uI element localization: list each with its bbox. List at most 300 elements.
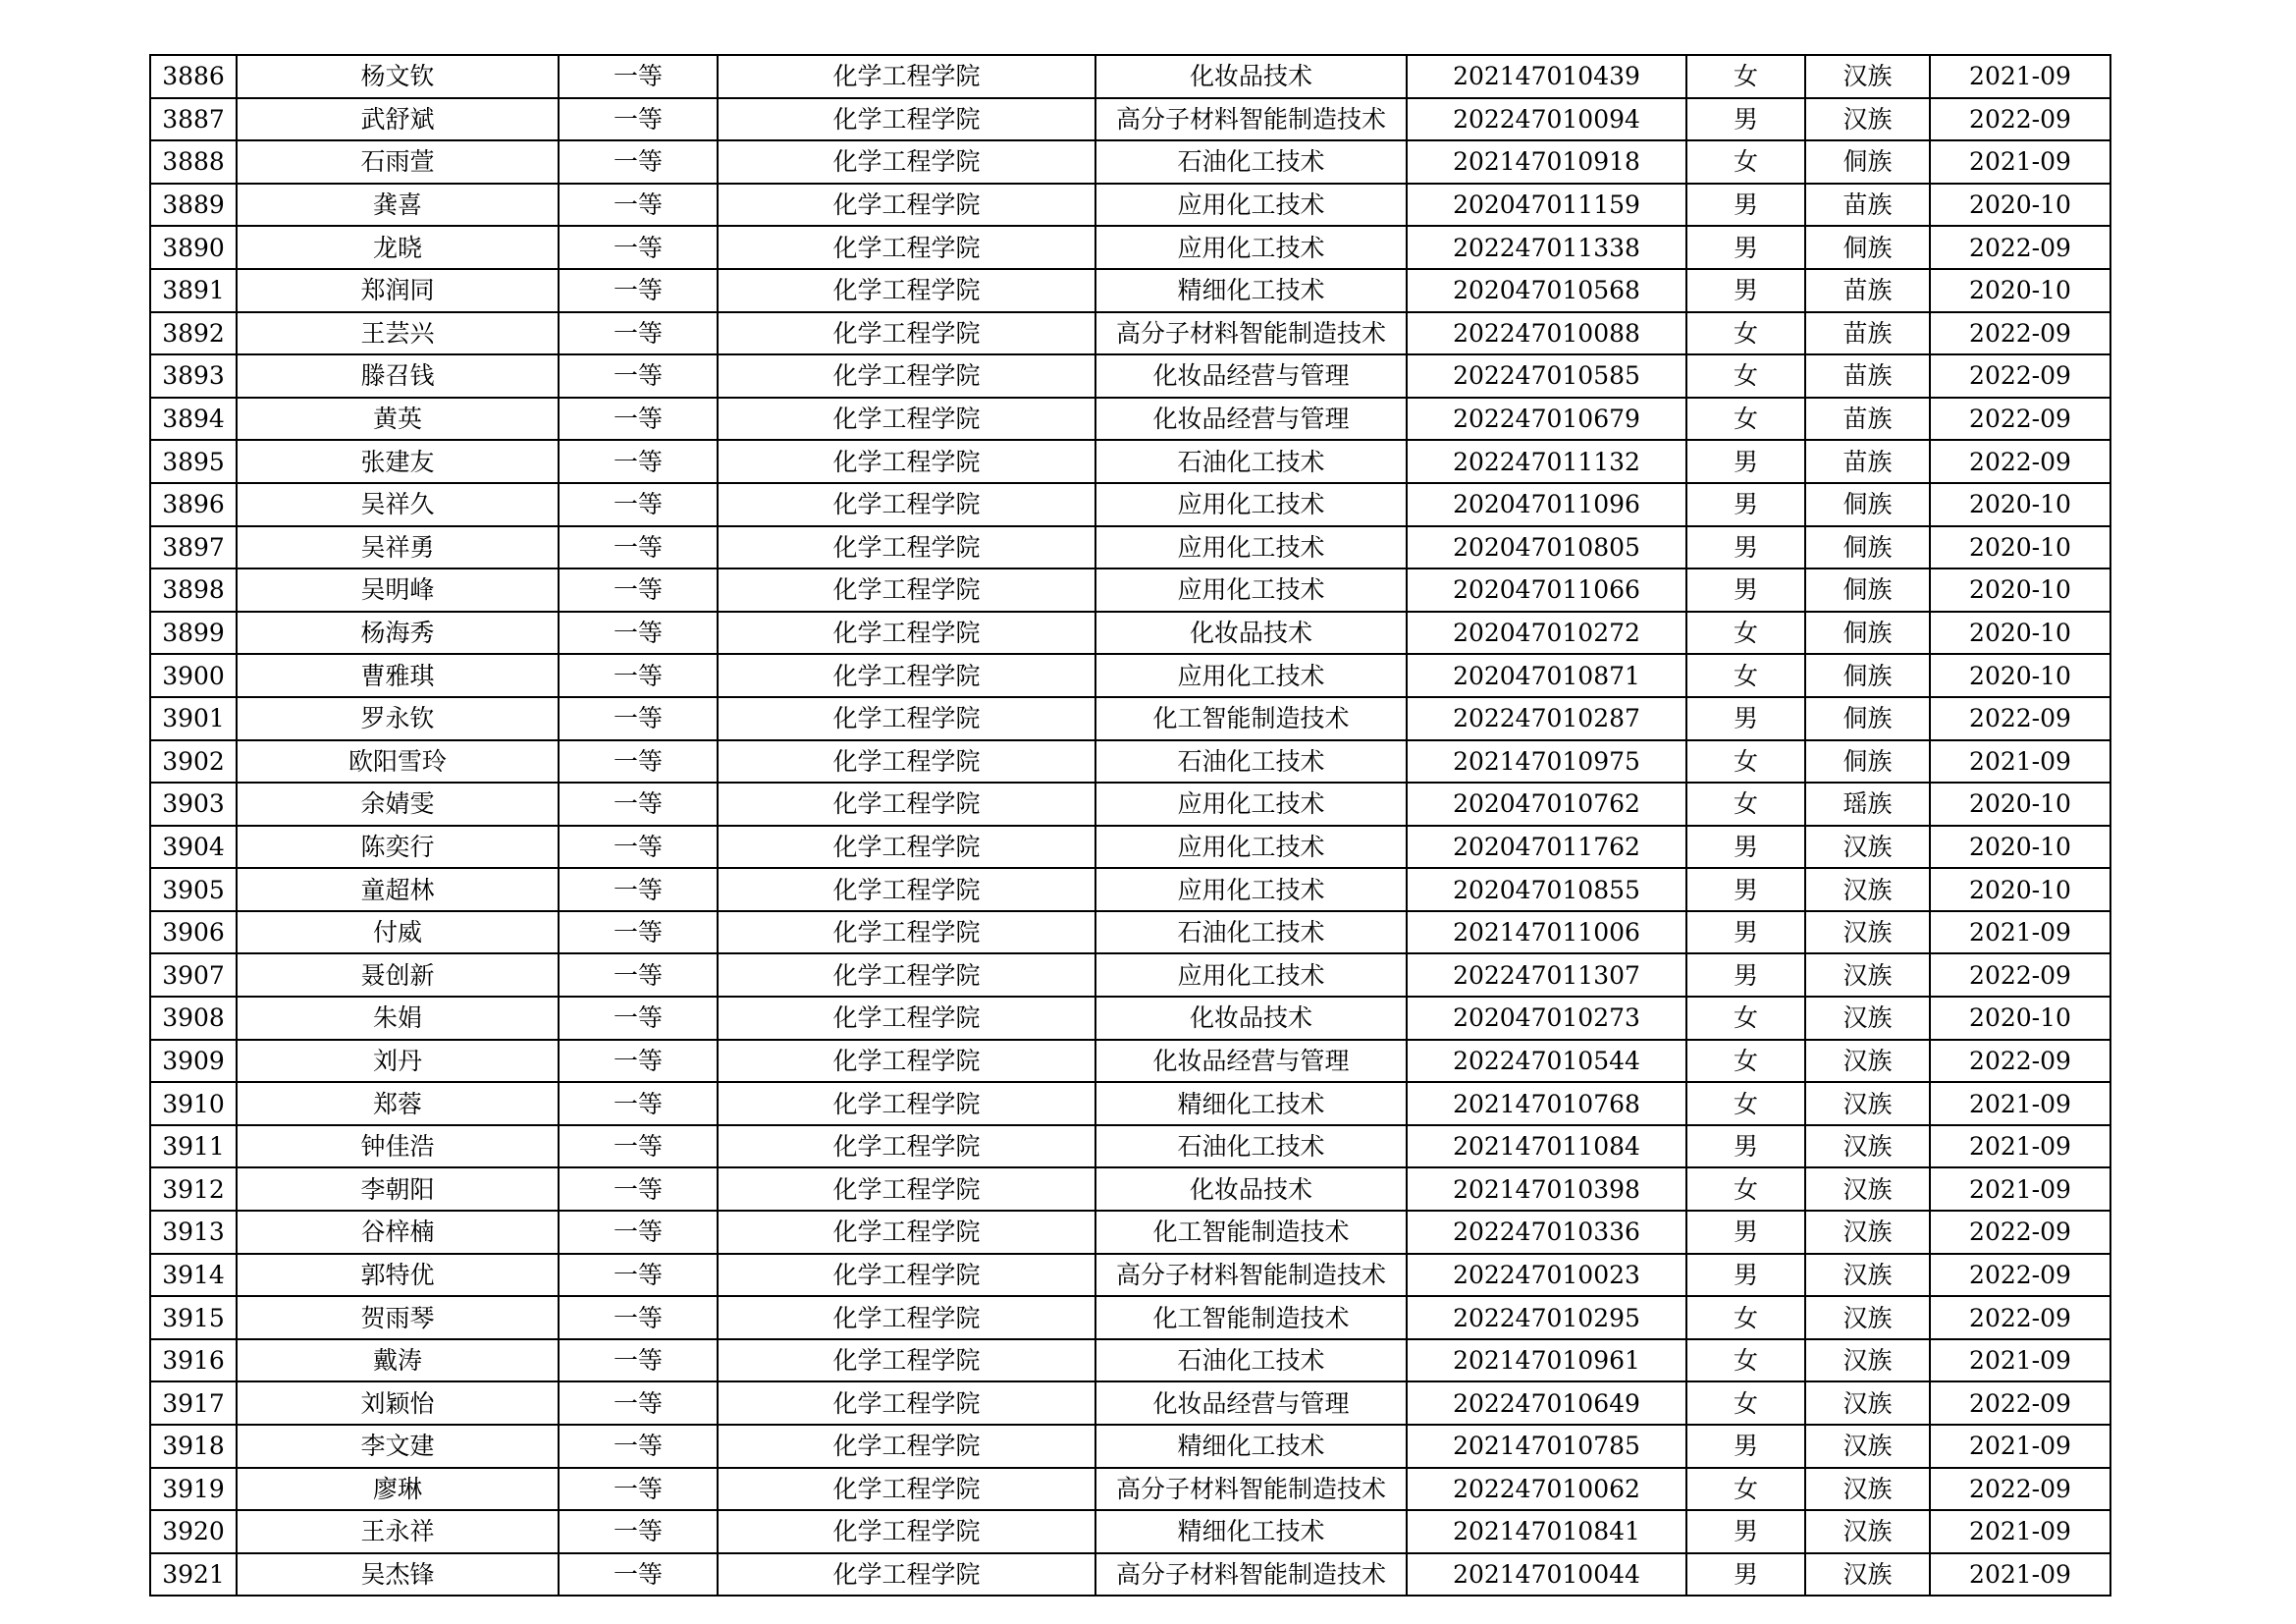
ethnicity-cell: 侗族 bbox=[1805, 568, 1930, 612]
major-cell: 高分子材料智能制造技术 bbox=[1095, 1468, 1407, 1511]
award-list-table bbox=[149, 54, 2111, 1597]
college-cell: 化学工程学院 bbox=[718, 612, 1095, 655]
enrollment-date-cell: 2020-10 bbox=[1930, 997, 2110, 1040]
table-row bbox=[150, 826, 2110, 869]
serial-number-cell: 3894 bbox=[150, 398, 237, 441]
table-row bbox=[150, 140, 2110, 184]
serial-number-cell: 3888 bbox=[150, 140, 237, 184]
enrollment-date-cell: 2022-09 bbox=[1930, 312, 2110, 355]
table-row bbox=[150, 1510, 2110, 1553]
student-name-cell: 武舒斌 bbox=[237, 98, 559, 141]
ethnicity-cell: 汉族 bbox=[1805, 826, 1930, 869]
student-name-cell: 戴涛 bbox=[237, 1339, 559, 1382]
major-cell: 化工智能制造技术 bbox=[1095, 697, 1407, 740]
gender-cell: 女 bbox=[1686, 1296, 1805, 1339]
student-id-cell: 202247010088 bbox=[1407, 312, 1686, 355]
enrollment-date-cell: 2021-09 bbox=[1930, 740, 2110, 784]
gender-cell: 男 bbox=[1686, 568, 1805, 612]
gender-cell: 女 bbox=[1686, 1381, 1805, 1425]
ethnicity-cell: 汉族 bbox=[1805, 1296, 1930, 1339]
major-cell: 精细化工技术 bbox=[1095, 1510, 1407, 1553]
major-cell: 应用化工技术 bbox=[1095, 568, 1407, 612]
college-cell: 化学工程学院 bbox=[718, 1468, 1095, 1511]
enrollment-date-cell: 2020-10 bbox=[1930, 612, 2110, 655]
enrollment-date-cell: 2022-09 bbox=[1930, 440, 2110, 483]
serial-number-cell: 3918 bbox=[150, 1425, 237, 1468]
college-cell: 化学工程学院 bbox=[718, 911, 1095, 954]
ethnicity-cell: 侗族 bbox=[1805, 697, 1930, 740]
major-cell: 石油化工技术 bbox=[1095, 1339, 1407, 1382]
ethnicity-cell: 侗族 bbox=[1805, 526, 1930, 569]
student-name-cell: 朱娟 bbox=[237, 997, 559, 1040]
serial-number-cell: 3898 bbox=[150, 568, 237, 612]
major-cell: 精细化工技术 bbox=[1095, 1082, 1407, 1125]
student-name-cell: 李文建 bbox=[237, 1425, 559, 1468]
student-name-cell: 王芸兴 bbox=[237, 312, 559, 355]
student-id-cell: 202247010062 bbox=[1407, 1468, 1686, 1511]
table-row bbox=[150, 526, 2110, 569]
serial-number-cell: 3920 bbox=[150, 1510, 237, 1553]
serial-number-cell: 3910 bbox=[150, 1082, 237, 1125]
college-cell: 化学工程学院 bbox=[718, 697, 1095, 740]
enrollment-date-cell: 2022-09 bbox=[1930, 697, 2110, 740]
serial-number-cell: 3906 bbox=[150, 911, 237, 954]
gender-cell: 女 bbox=[1686, 1468, 1805, 1511]
major-cell: 应用化工技术 bbox=[1095, 526, 1407, 569]
college-cell: 化学工程学院 bbox=[718, 997, 1095, 1040]
ethnicity-cell: 苗族 bbox=[1805, 440, 1930, 483]
ethnicity-cell: 汉族 bbox=[1805, 911, 1930, 954]
major-cell: 应用化工技术 bbox=[1095, 184, 1407, 227]
ethnicity-cell: 苗族 bbox=[1805, 312, 1930, 355]
table-row bbox=[150, 1211, 2110, 1254]
enrollment-date-cell: 2022-09 bbox=[1930, 953, 2110, 997]
student-id-cell: 202047010762 bbox=[1407, 783, 1686, 826]
table-row bbox=[150, 226, 2110, 269]
serial-number-cell: 3904 bbox=[150, 826, 237, 869]
enrollment-date-cell: 2022-09 bbox=[1930, 98, 2110, 141]
college-cell: 化学工程学院 bbox=[718, 184, 1095, 227]
award-grade-cell: 一等 bbox=[559, 1254, 718, 1297]
table-row bbox=[150, 1254, 2110, 1297]
student-id-cell: 202047011066 bbox=[1407, 568, 1686, 612]
college-cell: 化学工程学院 bbox=[718, 868, 1095, 911]
ethnicity-cell: 汉族 bbox=[1805, 98, 1930, 141]
major-cell: 化工智能制造技术 bbox=[1095, 1211, 1407, 1254]
major-cell: 化妆品经营与管理 bbox=[1095, 1381, 1407, 1425]
serial-number-cell: 3916 bbox=[150, 1339, 237, 1382]
major-cell: 化工智能制造技术 bbox=[1095, 1296, 1407, 1339]
award-grade-cell: 一等 bbox=[559, 98, 718, 141]
gender-cell: 男 bbox=[1686, 1553, 1805, 1597]
major-cell: 应用化工技术 bbox=[1095, 953, 1407, 997]
college-cell: 化学工程学院 bbox=[718, 440, 1095, 483]
college-cell: 化学工程学院 bbox=[718, 1254, 1095, 1297]
table-row bbox=[150, 1339, 2110, 1382]
student-id-cell: 202047011096 bbox=[1407, 483, 1686, 526]
table-row bbox=[150, 269, 2110, 312]
enrollment-date-cell: 2021-09 bbox=[1930, 1082, 2110, 1125]
ethnicity-cell: 汉族 bbox=[1805, 55, 1930, 98]
gender-cell: 男 bbox=[1686, 1425, 1805, 1468]
student-name-cell: 陈奕行 bbox=[237, 826, 559, 869]
major-cell: 石油化工技术 bbox=[1095, 440, 1407, 483]
serial-number-cell: 3890 bbox=[150, 226, 237, 269]
college-cell: 化学工程学院 bbox=[718, 483, 1095, 526]
table-row bbox=[150, 55, 2110, 98]
college-cell: 化学工程学院 bbox=[718, 1167, 1095, 1211]
student-id-cell: 202247010023 bbox=[1407, 1254, 1686, 1297]
student-id-cell: 202247010336 bbox=[1407, 1211, 1686, 1254]
student-name-cell: 吴杰锋 bbox=[237, 1553, 559, 1597]
award-grade-cell: 一等 bbox=[559, 354, 718, 398]
table-row bbox=[150, 783, 2110, 826]
gender-cell: 女 bbox=[1686, 783, 1805, 826]
student-name-cell: 贺雨琴 bbox=[237, 1296, 559, 1339]
student-name-cell: 钟佳浩 bbox=[237, 1125, 559, 1168]
ethnicity-cell: 汉族 bbox=[1805, 1425, 1930, 1468]
student-name-cell: 余婧雯 bbox=[237, 783, 559, 826]
gender-cell: 男 bbox=[1686, 697, 1805, 740]
award-grade-cell: 一等 bbox=[559, 398, 718, 441]
student-id-cell: 202147011006 bbox=[1407, 911, 1686, 954]
award-grade-cell: 一等 bbox=[559, 568, 718, 612]
enrollment-date-cell: 2021-09 bbox=[1930, 55, 2110, 98]
gender-cell: 女 bbox=[1686, 398, 1805, 441]
enrollment-date-cell: 2022-09 bbox=[1930, 1468, 2110, 1511]
award-grade-cell: 一等 bbox=[559, 1468, 718, 1511]
serial-number-cell: 3915 bbox=[150, 1296, 237, 1339]
serial-number-cell: 3887 bbox=[150, 98, 237, 141]
student-id-cell: 202247011132 bbox=[1407, 440, 1686, 483]
enrollment-date-cell: 2020-10 bbox=[1930, 184, 2110, 227]
major-cell: 化妆品技术 bbox=[1095, 997, 1407, 1040]
table-row bbox=[150, 1167, 2110, 1211]
student-id-cell: 202247011338 bbox=[1407, 226, 1686, 269]
student-id-cell: 202147010918 bbox=[1407, 140, 1686, 184]
table-row bbox=[150, 440, 2110, 483]
gender-cell: 女 bbox=[1686, 1040, 1805, 1083]
enrollment-date-cell: 2022-09 bbox=[1930, 1381, 2110, 1425]
serial-number-cell: 3891 bbox=[150, 269, 237, 312]
student-id-cell: 202247010679 bbox=[1407, 398, 1686, 441]
student-id-cell: 202147010785 bbox=[1407, 1425, 1686, 1468]
table-row bbox=[150, 997, 2110, 1040]
table-row bbox=[150, 1425, 2110, 1468]
college-cell: 化学工程学院 bbox=[718, 226, 1095, 269]
ethnicity-cell: 侗族 bbox=[1805, 140, 1930, 184]
gender-cell: 男 bbox=[1686, 1125, 1805, 1168]
student-id-cell: 202247010585 bbox=[1407, 354, 1686, 398]
student-name-cell: 郑蓉 bbox=[237, 1082, 559, 1125]
serial-number-cell: 3899 bbox=[150, 612, 237, 655]
award-grade-cell: 一等 bbox=[559, 1425, 718, 1468]
ethnicity-cell: 苗族 bbox=[1805, 398, 1930, 441]
serial-number-cell: 3911 bbox=[150, 1125, 237, 1168]
enrollment-date-cell: 2020-10 bbox=[1930, 783, 2110, 826]
award-grade-cell: 一等 bbox=[559, 1296, 718, 1339]
enrollment-date-cell: 2020-10 bbox=[1930, 483, 2110, 526]
gender-cell: 男 bbox=[1686, 526, 1805, 569]
serial-number-cell: 3914 bbox=[150, 1254, 237, 1297]
serial-number-cell: 3908 bbox=[150, 997, 237, 1040]
ethnicity-cell: 汉族 bbox=[1805, 1381, 1930, 1425]
gender-cell: 女 bbox=[1686, 612, 1805, 655]
ethnicity-cell: 汉族 bbox=[1805, 1510, 1930, 1553]
student-id-cell: 202047010805 bbox=[1407, 526, 1686, 569]
ethnicity-cell: 侗族 bbox=[1805, 483, 1930, 526]
student-id-cell: 202247010544 bbox=[1407, 1040, 1686, 1083]
gender-cell: 男 bbox=[1686, 483, 1805, 526]
student-id-cell: 202247010094 bbox=[1407, 98, 1686, 141]
serial-number-cell: 3917 bbox=[150, 1381, 237, 1425]
college-cell: 化学工程学院 bbox=[718, 526, 1095, 569]
major-cell: 化妆品技术 bbox=[1095, 612, 1407, 655]
student-id-cell: 202047011159 bbox=[1407, 184, 1686, 227]
serial-number-cell: 3895 bbox=[150, 440, 237, 483]
gender-cell: 男 bbox=[1686, 1211, 1805, 1254]
ethnicity-cell: 侗族 bbox=[1805, 654, 1930, 697]
major-cell: 高分子材料智能制造技术 bbox=[1095, 98, 1407, 141]
table-row bbox=[150, 1125, 2110, 1168]
college-cell: 化学工程学院 bbox=[718, 1082, 1095, 1125]
student-id-cell: 202147010768 bbox=[1407, 1082, 1686, 1125]
college-cell: 化学工程学院 bbox=[718, 1381, 1095, 1425]
college-cell: 化学工程学院 bbox=[718, 1425, 1095, 1468]
college-cell: 化学工程学院 bbox=[718, 1510, 1095, 1553]
serial-number-cell: 3886 bbox=[150, 55, 237, 98]
ethnicity-cell: 汉族 bbox=[1805, 997, 1930, 1040]
enrollment-date-cell: 2022-09 bbox=[1930, 398, 2110, 441]
gender-cell: 女 bbox=[1686, 1082, 1805, 1125]
student-name-cell: 黄英 bbox=[237, 398, 559, 441]
serial-number-cell: 3896 bbox=[150, 483, 237, 526]
table-row bbox=[150, 1553, 2110, 1597]
major-cell: 应用化工技术 bbox=[1095, 226, 1407, 269]
student-name-cell: 曹雅琪 bbox=[237, 654, 559, 697]
serial-number-cell: 3903 bbox=[150, 783, 237, 826]
student-name-cell: 杨海秀 bbox=[237, 612, 559, 655]
enrollment-date-cell: 2021-09 bbox=[1930, 1339, 2110, 1382]
college-cell: 化学工程学院 bbox=[718, 740, 1095, 784]
enrollment-date-cell: 2021-09 bbox=[1930, 1553, 2110, 1597]
serial-number-cell: 3897 bbox=[150, 526, 237, 569]
table-row bbox=[150, 868, 2110, 911]
student-id-cell: 202147010841 bbox=[1407, 1510, 1686, 1553]
major-cell: 石油化工技术 bbox=[1095, 140, 1407, 184]
gender-cell: 女 bbox=[1686, 140, 1805, 184]
college-cell: 化学工程学院 bbox=[718, 1296, 1095, 1339]
student-id-cell: 202247010295 bbox=[1407, 1296, 1686, 1339]
enrollment-date-cell: 2022-09 bbox=[1930, 226, 2110, 269]
enrollment-date-cell: 2020-10 bbox=[1930, 526, 2110, 569]
serial-number-cell: 3901 bbox=[150, 697, 237, 740]
college-cell: 化学工程学院 bbox=[718, 1339, 1095, 1382]
table-row bbox=[150, 697, 2110, 740]
enrollment-date-cell: 2022-09 bbox=[1930, 1211, 2110, 1254]
enrollment-date-cell: 2020-10 bbox=[1930, 826, 2110, 869]
table-row bbox=[150, 911, 2110, 954]
student-name-cell: 聂创新 bbox=[237, 953, 559, 997]
serial-number-cell: 3889 bbox=[150, 184, 237, 227]
major-cell: 高分子材料智能制造技术 bbox=[1095, 1254, 1407, 1297]
award-grade-cell: 一等 bbox=[559, 1082, 718, 1125]
award-grade-cell: 一等 bbox=[559, 612, 718, 655]
enrollment-date-cell: 2021-09 bbox=[1930, 1425, 2110, 1468]
table-row bbox=[150, 654, 2110, 697]
enrollment-date-cell: 2021-09 bbox=[1930, 140, 2110, 184]
ethnicity-cell: 汉族 bbox=[1805, 1211, 1930, 1254]
major-cell: 应用化工技术 bbox=[1095, 868, 1407, 911]
major-cell: 高分子材料智能制造技术 bbox=[1095, 312, 1407, 355]
award-grade-cell: 一等 bbox=[559, 184, 718, 227]
gender-cell: 男 bbox=[1686, 226, 1805, 269]
gender-cell: 男 bbox=[1686, 269, 1805, 312]
serial-number-cell: 3905 bbox=[150, 868, 237, 911]
student-id-cell: 202047010871 bbox=[1407, 654, 1686, 697]
college-cell: 化学工程学院 bbox=[718, 953, 1095, 997]
student-name-cell: 谷梓楠 bbox=[237, 1211, 559, 1254]
major-cell: 应用化工技术 bbox=[1095, 783, 1407, 826]
table-row bbox=[150, 98, 2110, 141]
enrollment-date-cell: 2022-09 bbox=[1930, 1296, 2110, 1339]
award-grade-cell: 一等 bbox=[559, 953, 718, 997]
college-cell: 化学工程学院 bbox=[718, 1553, 1095, 1597]
student-id-cell: 202047010568 bbox=[1407, 269, 1686, 312]
table-row bbox=[150, 1082, 2110, 1125]
award-grade-cell: 一等 bbox=[559, 783, 718, 826]
serial-number-cell: 3892 bbox=[150, 312, 237, 355]
college-cell: 化学工程学院 bbox=[718, 1125, 1095, 1168]
student-name-cell: 龙晓 bbox=[237, 226, 559, 269]
enrollment-date-cell: 2020-10 bbox=[1930, 568, 2110, 612]
award-grade-cell: 一等 bbox=[559, 140, 718, 184]
student-id-cell: 202147010975 bbox=[1407, 740, 1686, 784]
major-cell: 石油化工技术 bbox=[1095, 740, 1407, 784]
gender-cell: 女 bbox=[1686, 312, 1805, 355]
student-id-cell: 202147010961 bbox=[1407, 1339, 1686, 1382]
award-grade-cell: 一等 bbox=[559, 1339, 718, 1382]
major-cell: 精细化工技术 bbox=[1095, 1425, 1407, 1468]
student-name-cell: 龚喜 bbox=[237, 184, 559, 227]
student-id-cell: 202047011762 bbox=[1407, 826, 1686, 869]
award-grade-cell: 一等 bbox=[559, 1040, 718, 1083]
enrollment-date-cell: 2021-09 bbox=[1930, 1510, 2110, 1553]
college-cell: 化学工程学院 bbox=[718, 98, 1095, 141]
award-grade-cell: 一等 bbox=[559, 697, 718, 740]
table-row bbox=[150, 1296, 2110, 1339]
major-cell: 石油化工技术 bbox=[1095, 1125, 1407, 1168]
table-row bbox=[150, 354, 2110, 398]
enrollment-date-cell: 2020-10 bbox=[1930, 654, 2110, 697]
enrollment-date-cell: 2020-10 bbox=[1930, 868, 2110, 911]
gender-cell: 男 bbox=[1686, 98, 1805, 141]
student-name-cell: 罗永钦 bbox=[237, 697, 559, 740]
student-name-cell: 石雨萱 bbox=[237, 140, 559, 184]
ethnicity-cell: 侗族 bbox=[1805, 612, 1930, 655]
college-cell: 化学工程学院 bbox=[718, 269, 1095, 312]
college-cell: 化学工程学院 bbox=[718, 55, 1095, 98]
ethnicity-cell: 汉族 bbox=[1805, 1082, 1930, 1125]
student-id-cell: 202247010287 bbox=[1407, 697, 1686, 740]
gender-cell: 男 bbox=[1686, 184, 1805, 227]
gender-cell: 女 bbox=[1686, 1167, 1805, 1211]
student-id-cell: 202147010044 bbox=[1407, 1553, 1686, 1597]
table-row bbox=[150, 1468, 2110, 1511]
table-row bbox=[150, 740, 2110, 784]
student-id-cell: 202047010272 bbox=[1407, 612, 1686, 655]
major-cell: 化妆品经营与管理 bbox=[1095, 1040, 1407, 1083]
serial-number-cell: 3893 bbox=[150, 354, 237, 398]
student-name-cell: 刘丹 bbox=[237, 1040, 559, 1083]
award-grade-cell: 一等 bbox=[559, 269, 718, 312]
ethnicity-cell: 汉族 bbox=[1805, 953, 1930, 997]
serial-number-cell: 3919 bbox=[150, 1468, 237, 1511]
student-name-cell: 王永祥 bbox=[237, 1510, 559, 1553]
table-body bbox=[150, 55, 2110, 1596]
student-name-cell: 郑润同 bbox=[237, 269, 559, 312]
student-name-cell: 郭特优 bbox=[237, 1254, 559, 1297]
ethnicity-cell: 侗族 bbox=[1805, 740, 1930, 784]
award-grade-cell: 一等 bbox=[559, 483, 718, 526]
major-cell: 应用化工技术 bbox=[1095, 483, 1407, 526]
ethnicity-cell: 汉族 bbox=[1805, 1254, 1930, 1297]
award-grade-cell: 一等 bbox=[559, 654, 718, 697]
award-grade-cell: 一等 bbox=[559, 1510, 718, 1553]
ethnicity-cell: 侗族 bbox=[1805, 226, 1930, 269]
award-grade-cell: 一等 bbox=[559, 1211, 718, 1254]
serial-number-cell: 3900 bbox=[150, 654, 237, 697]
ethnicity-cell: 汉族 bbox=[1805, 1125, 1930, 1168]
student-name-cell: 童超林 bbox=[237, 868, 559, 911]
enrollment-date-cell: 2021-09 bbox=[1930, 1167, 2110, 1211]
serial-number-cell: 3909 bbox=[150, 1040, 237, 1083]
major-cell: 化妆品经营与管理 bbox=[1095, 354, 1407, 398]
student-id-cell: 202047010855 bbox=[1407, 868, 1686, 911]
college-cell: 化学工程学院 bbox=[718, 1040, 1095, 1083]
enrollment-date-cell: 2022-09 bbox=[1930, 1254, 2110, 1297]
ethnicity-cell: 汉族 bbox=[1805, 1167, 1930, 1211]
award-grade-cell: 一等 bbox=[559, 826, 718, 869]
student-name-cell: 张建友 bbox=[237, 440, 559, 483]
serial-number-cell: 3921 bbox=[150, 1553, 237, 1597]
award-grade-cell: 一等 bbox=[559, 868, 718, 911]
gender-cell: 女 bbox=[1686, 654, 1805, 697]
gender-cell: 男 bbox=[1686, 1254, 1805, 1297]
award-grade-cell: 一等 bbox=[559, 911, 718, 954]
gender-cell: 男 bbox=[1686, 826, 1805, 869]
ethnicity-cell: 苗族 bbox=[1805, 269, 1930, 312]
student-name-cell: 杨文钦 bbox=[237, 55, 559, 98]
major-cell: 石油化工技术 bbox=[1095, 911, 1407, 954]
gender-cell: 男 bbox=[1686, 911, 1805, 954]
ethnicity-cell: 汉族 bbox=[1805, 1040, 1930, 1083]
college-cell: 化学工程学院 bbox=[718, 826, 1095, 869]
table-row bbox=[150, 483, 2110, 526]
college-cell: 化学工程学院 bbox=[718, 354, 1095, 398]
college-cell: 化学工程学院 bbox=[718, 312, 1095, 355]
ethnicity-cell: 苗族 bbox=[1805, 184, 1930, 227]
college-cell: 化学工程学院 bbox=[718, 654, 1095, 697]
student-name-cell: 吴祥勇 bbox=[237, 526, 559, 569]
gender-cell: 女 bbox=[1686, 1339, 1805, 1382]
student-name-cell: 刘颖怡 bbox=[237, 1381, 559, 1425]
table-row bbox=[150, 612, 2110, 655]
award-grade-cell: 一等 bbox=[559, 1381, 718, 1425]
student-id-cell: 202047010273 bbox=[1407, 997, 1686, 1040]
gender-cell: 男 bbox=[1686, 868, 1805, 911]
ethnicity-cell: 汉族 bbox=[1805, 1553, 1930, 1597]
